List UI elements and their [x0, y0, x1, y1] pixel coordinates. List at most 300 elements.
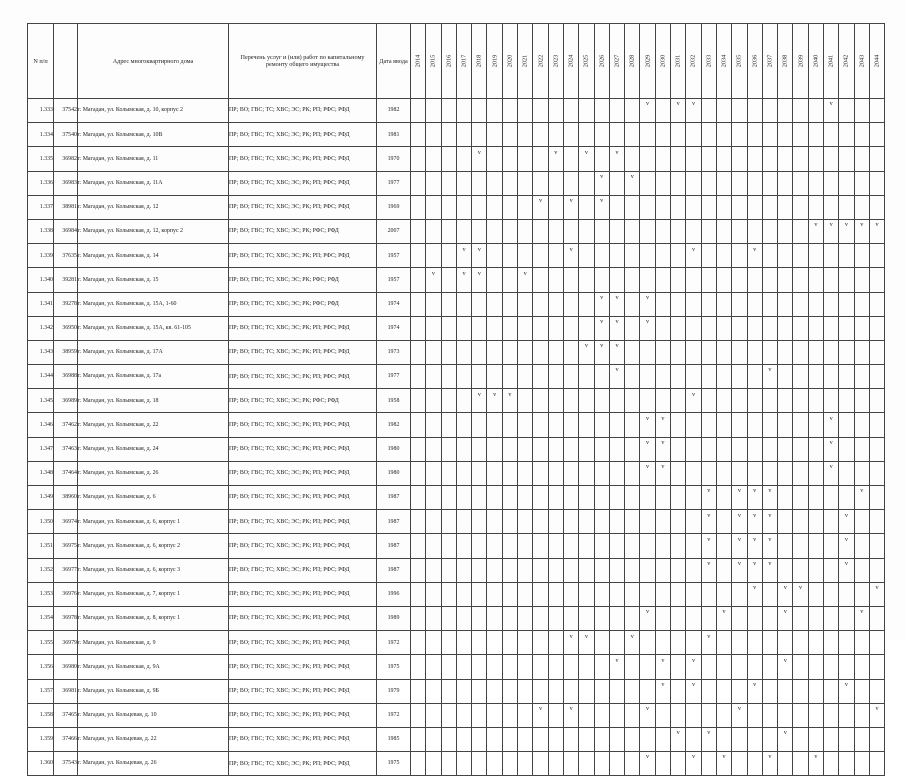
year-built: 1982 — [377, 413, 411, 437]
schedule-cell — [563, 99, 578, 123]
header-year-label: 2027 — [613, 54, 621, 68]
schedule-cell — [487, 727, 502, 751]
schedule-cell — [518, 316, 533, 340]
schedule-cell — [793, 655, 808, 679]
schedule-cell — [518, 631, 533, 655]
schedule-cell — [441, 316, 456, 340]
schedule-cell — [824, 727, 839, 751]
house-address: г. Магадан, ул. Колымская, д. 15А, 1-60 — [78, 292, 229, 316]
check-mark: v — [493, 390, 497, 398]
schedule-cell — [701, 147, 716, 171]
schedule-cell — [456, 486, 471, 510]
schedule-cell — [824, 171, 839, 195]
schedule-cell — [411, 510, 426, 534]
schedule-cell — [762, 582, 777, 606]
schedule-cell — [563, 389, 578, 413]
schedule-cell — [625, 389, 640, 413]
schedule-cell — [426, 316, 441, 340]
house-address: г. Магадан, ул. Кольцевая, д. 22 — [78, 727, 229, 751]
schedule-cell — [563, 582, 578, 606]
check-mark: v — [844, 535, 848, 543]
schedule-cell — [502, 582, 517, 606]
check-mark: v — [753, 245, 757, 253]
row-number: 1.357 — [28, 679, 54, 703]
schedule-cell — [487, 437, 502, 461]
house-id: 36979 — [54, 631, 78, 655]
check-mark: v — [875, 705, 879, 713]
schedule-cell — [594, 219, 609, 243]
check-mark: v — [691, 656, 696, 664]
check-mark: v — [569, 245, 573, 253]
check-mark: v — [753, 511, 757, 519]
works-list: ПР; ВО; ГВС; ТС; ХВС; ЭС; РК; РП; РФС; РФД — [229, 147, 377, 171]
row-number: 1.354 — [28, 606, 54, 630]
schedule-cell — [686, 316, 701, 340]
header-year — [426, 24, 441, 99]
schedule-cell — [808, 316, 823, 340]
schedule-cell — [778, 752, 793, 776]
schedule-cell — [701, 171, 716, 195]
schedule-cell — [411, 486, 426, 510]
schedule-cell — [456, 195, 471, 219]
check-mark: v — [783, 608, 787, 616]
schedule-cell — [671, 655, 686, 679]
header-year-label: 2025 — [582, 54, 590, 68]
schedule-cell — [762, 171, 777, 195]
schedule-cell — [456, 631, 471, 655]
schedule-cell — [487, 413, 502, 437]
schedule-cell — [701, 316, 716, 340]
schedule-cell — [701, 655, 716, 679]
schedule-cell — [747, 365, 762, 389]
schedule-cell — [732, 316, 747, 340]
schedule-cell — [793, 486, 808, 510]
schedule-cell — [411, 437, 426, 461]
schedule-cell — [839, 631, 854, 655]
schedule-cell — [655, 171, 670, 195]
schedule-cell — [839, 558, 854, 582]
schedule-cell — [533, 171, 548, 195]
schedule-cell — [824, 510, 839, 534]
schedule-cell — [869, 316, 884, 340]
check-mark: v — [462, 269, 466, 277]
year-built: 1973 — [377, 340, 411, 364]
schedule-cell — [716, 389, 731, 413]
schedule-cell — [701, 679, 716, 703]
schedule-cell — [824, 534, 839, 558]
schedule-cell — [563, 558, 578, 582]
check-mark: v — [630, 172, 634, 180]
works-list: ПР; ВО; ГВС; ТС; ХВС; ЭС; РК; РП; РФС; РФД — [229, 655, 377, 679]
schedule-cell — [808, 510, 823, 534]
schedule-cell — [869, 195, 884, 219]
schedule-cell — [502, 752, 517, 776]
check-mark: v — [783, 656, 787, 664]
schedule-cell — [762, 365, 777, 389]
house-address: г. Магадан, ул. Колымская, д. 11А — [78, 171, 229, 195]
schedule-cell — [701, 123, 716, 147]
schedule-cell — [563, 510, 578, 534]
schedule-cell — [456, 171, 471, 195]
schedule-cell — [441, 147, 456, 171]
schedule-cell — [518, 268, 533, 292]
header-year-label: 2026 — [598, 54, 606, 68]
schedule-cell — [441, 510, 456, 534]
schedule-cell — [579, 316, 594, 340]
schedule-cell — [778, 340, 793, 364]
check-mark: v — [691, 100, 696, 108]
schedule-cell — [411, 147, 426, 171]
schedule-cell — [762, 679, 777, 703]
schedule-cell — [839, 679, 854, 703]
schedule-cell — [854, 534, 869, 558]
schedule-cell — [625, 631, 640, 655]
schedule-cell — [625, 99, 640, 123]
schedule-cell — [609, 631, 624, 655]
schedule-cell — [716, 655, 731, 679]
schedule-cell — [686, 365, 701, 389]
schedule-cell — [456, 413, 471, 437]
table-row — [28, 437, 885, 461]
schedule-cell — [472, 316, 487, 340]
schedule-cell — [655, 389, 670, 413]
house-id: 38960 — [54, 486, 78, 510]
header-year-label: 2030 — [659, 54, 667, 68]
schedule-cell — [686, 292, 701, 316]
schedule-cell — [762, 461, 777, 485]
header-year — [609, 24, 624, 99]
schedule-cell — [716, 461, 731, 485]
schedule-cell — [732, 461, 747, 485]
schedule-cell — [441, 534, 456, 558]
schedule-cell — [640, 486, 655, 510]
schedule-cell — [487, 171, 502, 195]
schedule-cell — [686, 389, 701, 413]
schedule-cell — [411, 123, 426, 147]
house-id: 36981 — [54, 679, 78, 703]
schedule-cell — [701, 558, 716, 582]
table-row — [28, 752, 885, 776]
house-address: г. Магадан, ул. Колымская, д. 9А — [78, 655, 229, 679]
schedule-cell — [701, 292, 716, 316]
schedule-cell — [609, 655, 624, 679]
schedule-cell — [625, 606, 640, 630]
schedule-cell — [732, 631, 747, 655]
schedule-cell — [426, 534, 441, 558]
table-row — [28, 510, 885, 534]
check-mark: v — [844, 680, 848, 688]
table-header-row — [28, 24, 885, 99]
schedule-cell — [426, 292, 441, 316]
check-mark: v — [844, 559, 848, 567]
schedule-cell — [456, 123, 471, 147]
schedule-cell — [625, 703, 640, 727]
house-address: г. Магадан, ул. Колымская, д. 14 — [78, 244, 229, 268]
schedule-cell — [655, 365, 670, 389]
house-id: 36974 — [54, 510, 78, 534]
schedule-cell — [533, 413, 548, 437]
schedule-cell — [518, 123, 533, 147]
schedule-cell — [671, 606, 686, 630]
schedule-cell — [839, 147, 854, 171]
schedule-cell — [854, 244, 869, 268]
schedule-cell — [640, 123, 655, 147]
works-list: ПР; ВО; ГВС; ТС; ХВС; ЭС; РК; РП; РФС; РФД — [229, 558, 377, 582]
header-year — [640, 24, 655, 99]
schedule-cell — [808, 147, 823, 171]
schedule-cell — [655, 486, 670, 510]
schedule-cell — [854, 171, 869, 195]
schedule-cell — [778, 655, 793, 679]
table-row — [28, 268, 885, 292]
schedule-cell — [716, 437, 731, 461]
house-address: г. Магадан, ул. Колымская, д. 9Б — [78, 679, 229, 703]
schedule-cell — [487, 486, 502, 510]
schedule-cell — [701, 582, 716, 606]
row-number: 1.339 — [28, 244, 54, 268]
schedule-cell — [411, 534, 426, 558]
year-built: 1982 — [377, 99, 411, 123]
schedule-cell — [640, 752, 655, 776]
header-year-label: 2042 — [842, 54, 850, 68]
house-address: г. Магадан, ул. Колымская, д. 12, корпус 2 — [78, 219, 229, 243]
schedule-cell — [625, 558, 640, 582]
schedule-cell — [732, 171, 747, 195]
schedule-cell — [487, 655, 502, 679]
schedule-cell — [502, 147, 517, 171]
schedule-cell — [854, 655, 869, 679]
table-row — [28, 340, 885, 364]
check-mark: v — [722, 608, 726, 616]
schedule-cell — [762, 219, 777, 243]
check-mark: v — [615, 656, 619, 664]
schedule-cell — [456, 752, 471, 776]
check-mark: v — [431, 269, 435, 277]
schedule-cell — [671, 679, 686, 703]
check-mark: v — [646, 100, 650, 108]
year-built: 1972 — [377, 703, 411, 727]
schedule-cell — [502, 389, 517, 413]
schedule-cell — [487, 461, 502, 485]
schedule-cell — [548, 340, 563, 364]
schedule-cell — [518, 147, 533, 171]
schedule-cell — [762, 655, 777, 679]
row-number: 1.345 — [28, 389, 54, 413]
works-list: ПР; ВО; ГВС; ТС; ХВС; ЭС; РК; РП; РФС; РФД — [229, 679, 377, 703]
schedule-cell — [762, 510, 777, 534]
works-list: ПР; ВО; ГВС; ТС; ХВС; ЭС; РК; РП; РФС; РФД — [229, 510, 377, 534]
check-mark: v — [646, 318, 650, 326]
schedule-cell — [701, 510, 716, 534]
schedule-cell — [716, 340, 731, 364]
schedule-cell — [732, 703, 747, 727]
check-mark: v — [829, 100, 833, 108]
schedule-cell — [502, 510, 517, 534]
schedule-cell — [533, 195, 548, 219]
schedule-cell — [716, 534, 731, 558]
schedule-cell — [747, 679, 762, 703]
house-id: 36989 — [54, 389, 78, 413]
check-mark: v — [569, 632, 573, 640]
schedule-cell — [487, 558, 502, 582]
schedule-cell — [655, 123, 670, 147]
schedule-cell — [441, 679, 456, 703]
schedule-cell — [426, 679, 441, 703]
year-built: 1987 — [377, 486, 411, 510]
schedule-cell — [563, 655, 578, 679]
schedule-cell — [594, 461, 609, 485]
header-year-label: 2020 — [506, 54, 514, 68]
schedule-cell — [716, 268, 731, 292]
schedule-cell — [824, 365, 839, 389]
year-built: 1977 — [377, 171, 411, 195]
schedule-cell — [824, 582, 839, 606]
schedule-cell — [808, 340, 823, 364]
schedule-cell — [594, 727, 609, 751]
schedule-cell — [426, 268, 441, 292]
schedule-cell — [671, 340, 686, 364]
header-year — [472, 24, 487, 99]
schedule-cell — [563, 123, 578, 147]
schedule-cell — [609, 171, 624, 195]
works-list: ПР; ВО; ГВС; ТС; ХВС; ЭС; РК; РП; РФС; РФД — [229, 244, 377, 268]
schedule-cell — [594, 703, 609, 727]
check-mark: v — [814, 753, 818, 761]
schedule-cell — [625, 679, 640, 703]
schedule-cell — [563, 703, 578, 727]
schedule-cell — [548, 292, 563, 316]
schedule-cell — [625, 582, 640, 606]
schedule-cell — [426, 244, 441, 268]
schedule-cell — [671, 727, 686, 751]
check-mark: v — [646, 753, 650, 761]
schedule-cell — [456, 510, 471, 534]
schedule-cell — [716, 316, 731, 340]
check-mark: v — [707, 535, 711, 543]
header-year — [732, 24, 747, 99]
header-year-label: 2018 — [475, 54, 483, 68]
schedule-cell — [456, 727, 471, 751]
check-mark: v — [676, 729, 680, 737]
header-year-label: 2031 — [674, 54, 682, 68]
schedule-cell — [609, 534, 624, 558]
row-number: 1.340 — [28, 268, 54, 292]
house-id: 36983 — [54, 171, 78, 195]
schedule-cell — [518, 727, 533, 751]
schedule-cell — [854, 340, 869, 364]
schedule-cell — [472, 510, 487, 534]
works-list: ПР; ВО; ГВС; ТС; ХВС; ЭС; РК; РФС; РФД — [229, 292, 377, 316]
schedule-cell — [671, 292, 686, 316]
works-list: ПР; ВО; ГВС; ТС; ХВС; ЭС; РК; РП; РФС; РФД — [229, 123, 377, 147]
schedule-cell — [563, 752, 578, 776]
table-row — [28, 147, 885, 171]
schedule-cell — [533, 606, 548, 630]
header-year — [839, 24, 854, 99]
schedule-cell — [778, 606, 793, 630]
schedule-cell — [594, 195, 609, 219]
schedule-cell — [839, 195, 854, 219]
schedule-cell — [839, 292, 854, 316]
schedule-cell — [808, 486, 823, 510]
schedule-cell — [854, 558, 869, 582]
works-list: ПР; ВО; ГВС; ТС; ХВС; ЭС; РК; РП; РФС; РФД — [229, 582, 377, 606]
schedule-cell — [655, 413, 670, 437]
header-year — [824, 24, 839, 99]
house-id: 37462 — [54, 413, 78, 437]
schedule-cell — [793, 631, 808, 655]
schedule-cell — [671, 171, 686, 195]
schedule-cell — [732, 147, 747, 171]
schedule-cell — [640, 340, 655, 364]
check-mark: v — [691, 753, 696, 761]
schedule-cell — [594, 606, 609, 630]
schedule-cell — [594, 292, 609, 316]
schedule-cell — [426, 365, 441, 389]
schedule-cell — [808, 679, 823, 703]
schedule-cell — [502, 727, 517, 751]
schedule-cell — [747, 655, 762, 679]
schedule-cell — [839, 606, 854, 630]
schedule-cell — [671, 486, 686, 510]
schedule-cell — [502, 244, 517, 268]
schedule-cell — [778, 123, 793, 147]
schedule-cell — [686, 268, 701, 292]
schedule-cell — [747, 244, 762, 268]
schedule-cell — [701, 534, 716, 558]
table-row — [28, 679, 885, 703]
schedule-cell — [472, 413, 487, 437]
schedule-cell — [793, 389, 808, 413]
schedule-cell — [671, 123, 686, 147]
schedule-cell — [655, 631, 670, 655]
header-year-label: 2034 — [720, 54, 728, 68]
house-address: г. Магадан, ул. Кольцевая, д. 10 — [78, 703, 229, 727]
schedule-cell — [609, 389, 624, 413]
schedule-cell — [579, 365, 594, 389]
year-built: 1987 — [377, 558, 411, 582]
schedule-cell — [793, 727, 808, 751]
schedule-cell — [854, 510, 869, 534]
year-built: 1989 — [377, 606, 411, 630]
schedule-cell — [594, 437, 609, 461]
schedule-cell — [701, 365, 716, 389]
house-address: г. Магадан, ул. Колымская, д. 26 — [78, 461, 229, 485]
schedule-cell — [793, 340, 808, 364]
table-row — [28, 365, 885, 389]
schedule-cell — [732, 606, 747, 630]
schedule-cell — [426, 655, 441, 679]
table-row — [28, 703, 885, 727]
schedule-cell — [518, 752, 533, 776]
schedule-cell — [609, 752, 624, 776]
schedule-cell — [839, 244, 854, 268]
schedule-cell — [625, 340, 640, 364]
row-number: 1.359 — [28, 727, 54, 751]
schedule-cell — [671, 413, 686, 437]
schedule-cell — [640, 534, 655, 558]
schedule-cell — [686, 679, 701, 703]
row-number: 1.346 — [28, 413, 54, 437]
schedule-cell — [839, 582, 854, 606]
schedule-cell — [609, 268, 624, 292]
schedule-cell — [686, 171, 701, 195]
schedule-cell — [426, 171, 441, 195]
schedule-cell — [716, 582, 731, 606]
schedule-cell — [762, 99, 777, 123]
schedule-cell — [502, 99, 517, 123]
schedule-cell — [411, 171, 426, 195]
